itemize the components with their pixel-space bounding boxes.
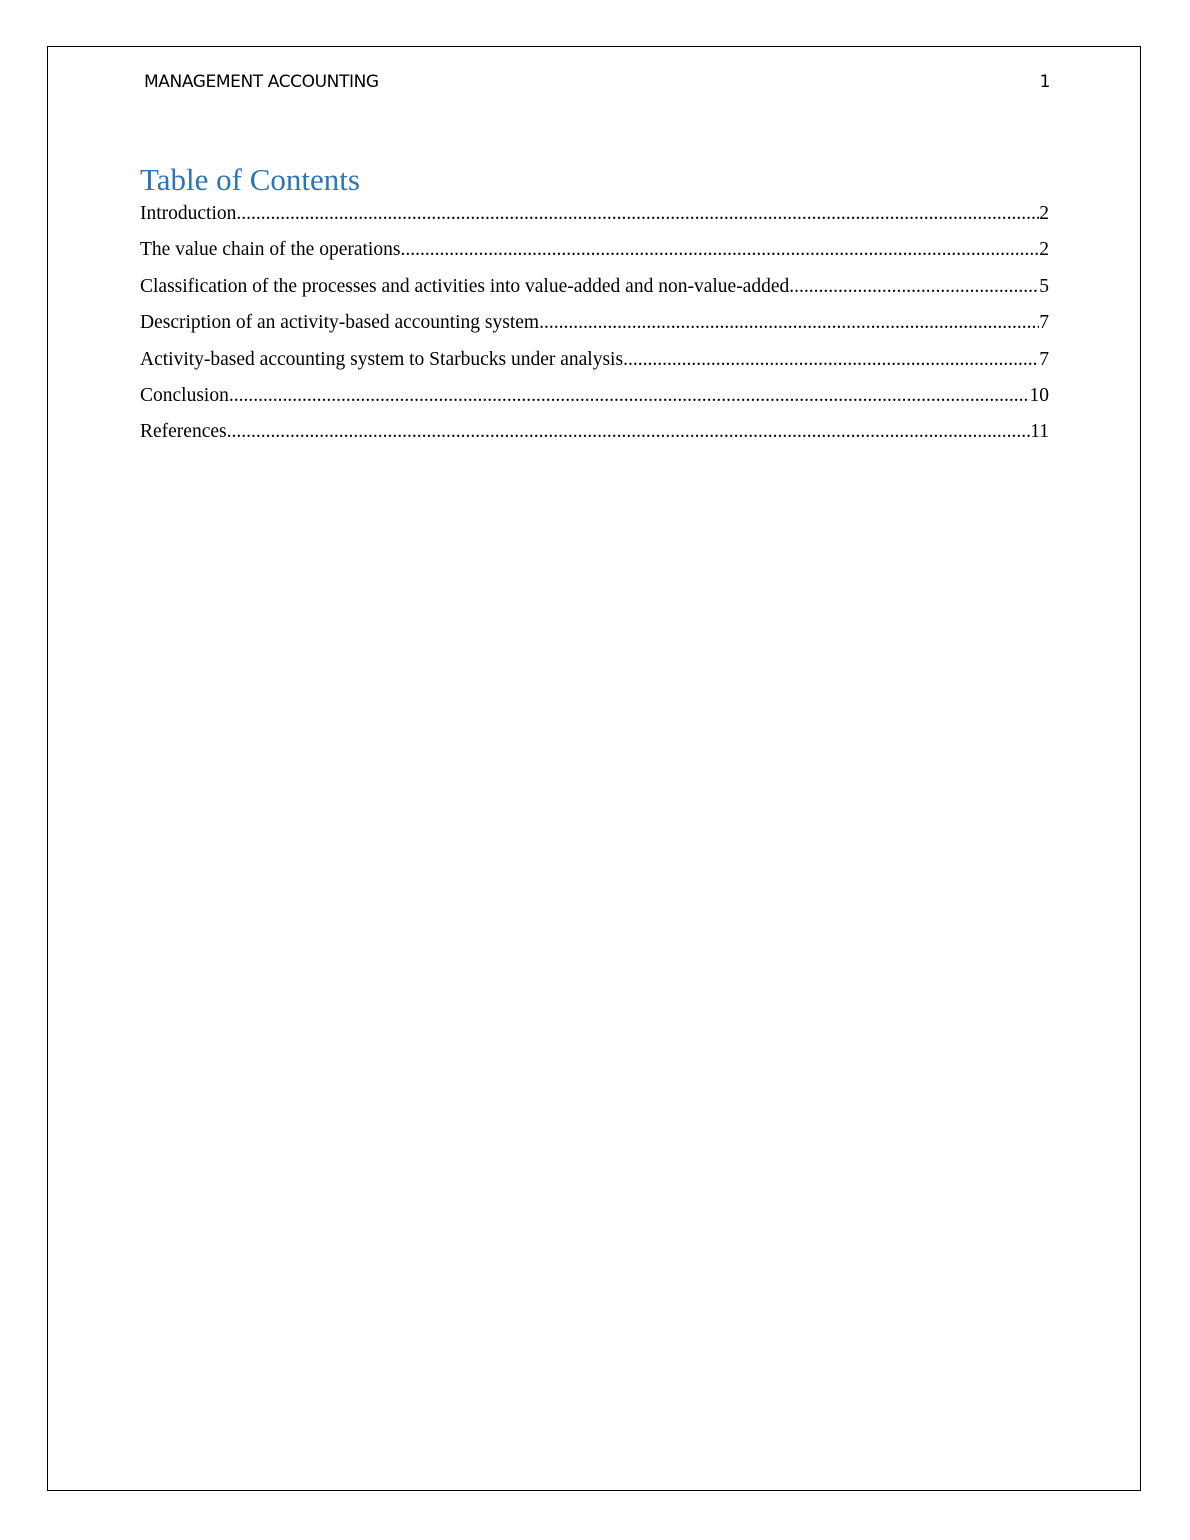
toc-dot-leader — [229, 383, 1030, 409]
toc-entry-page: 11 — [1030, 421, 1049, 443]
toc-entry-text: Description of an activity-based accounting system — [140, 312, 540, 334]
toc-entry-page: 10 — [1029, 384, 1049, 406]
toc-dot-leader — [227, 419, 1031, 445]
toc-heading: Table of Contents — [140, 162, 360, 197]
header-page-number: 1 — [1039, 72, 1050, 92]
page-header — [144, 72, 1050, 96]
toc-entry-page: 2 — [1039, 203, 1049, 224]
toc-entry-conclusion[interactable] — [140, 383, 1049, 419]
toc-entry-classification[interactable] — [140, 274, 1049, 310]
toc-entry-description-abc[interactable] — [140, 310, 1049, 346]
toc-list — [140, 201, 1049, 456]
toc-entry-value-chain[interactable] — [140, 237, 1049, 273]
toc-entry-references[interactable] — [140, 419, 1049, 455]
toc-entry-page: 5 — [1039, 275, 1049, 297]
toc-entry-text: Conclusion — [140, 384, 229, 406]
toc-entry-text: Classification of the processes and activities into value-added and non-value-added — [140, 275, 790, 297]
toc-entry-text: The value chain of the operations — [140, 239, 401, 261]
toc-dot-leader — [789, 274, 1039, 300]
toc-entry-page: 7 — [1039, 312, 1049, 334]
toc-dot-leader — [400, 237, 1039, 263]
toc-dot-leader — [236, 201, 1039, 227]
toc-entry-page: 2 — [1039, 239, 1049, 261]
toc-entry-text: References — [140, 421, 227, 443]
toc-entry-page: 7 — [1039, 348, 1049, 370]
toc-entry-text: Introduction — [140, 203, 237, 224]
toc-entry-text: Activity-based accounting system to Starbucks under analysis — [140, 348, 624, 370]
toc-entry-introduction[interactable] — [140, 201, 1049, 237]
toc-dot-leader — [623, 347, 1039, 373]
toc-dot-leader — [539, 310, 1039, 336]
toc-entry-abc-starbucks[interactable] — [140, 347, 1049, 383]
running-head-title: MANAGEMENT ACCOUNTING — [144, 72, 379, 92]
